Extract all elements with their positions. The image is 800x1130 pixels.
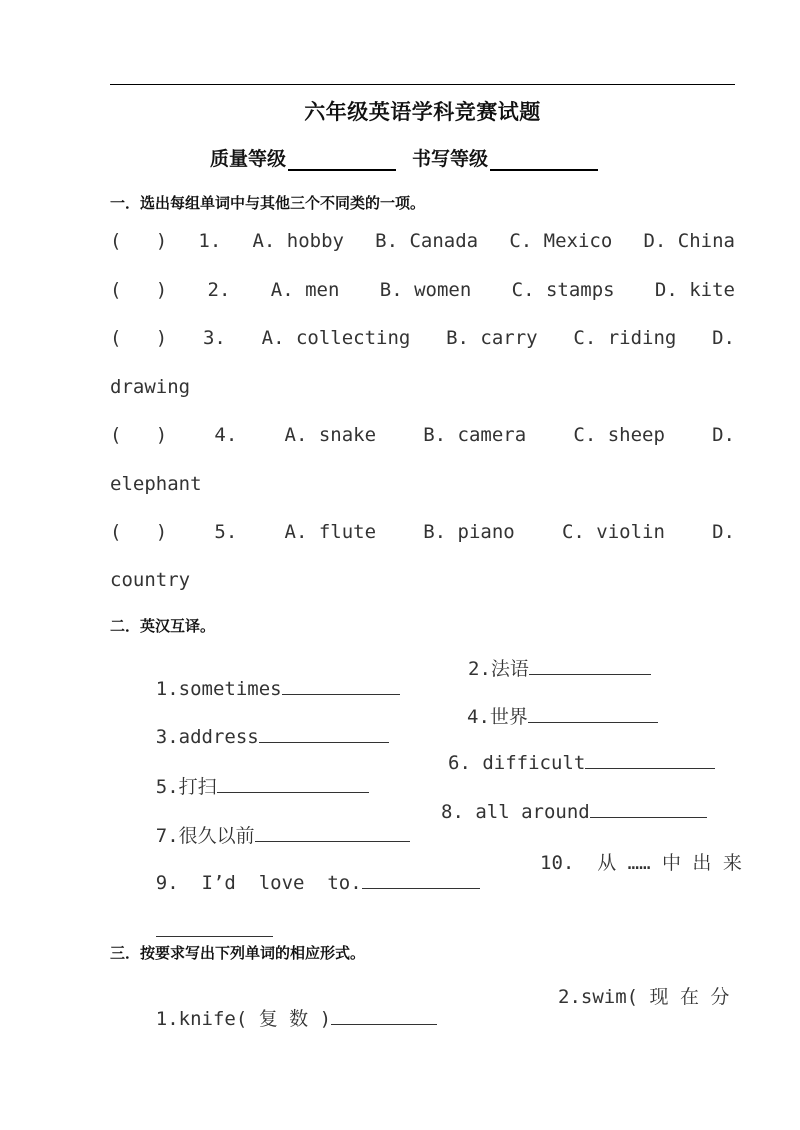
answer-paren[interactable]: ( ) — [110, 424, 168, 446]
answer-blank[interactable] — [590, 799, 707, 818]
option-b: B. Canada — [375, 230, 479, 252]
header-rule — [110, 84, 735, 85]
answer-paren[interactable]: ( ) — [110, 521, 168, 543]
section1-heading: 一．选出每组单词中与其他三个不同类的一项。 — [110, 194, 426, 212]
page-title: 六年级英语学科竞赛试题 — [304, 99, 541, 124]
option-d: D. — [712, 424, 735, 446]
option-d: D. China — [643, 230, 735, 252]
answer-paren[interactable]: ( ) — [110, 230, 168, 252]
quality-grade-label: 质量等级 — [210, 148, 287, 170]
answer-blank[interactable] — [362, 870, 480, 889]
exam-page — [110, 0, 742, 1130]
writing-grade-blank[interactable] — [490, 145, 598, 171]
option-d-wrap: country — [110, 569, 191, 591]
option-d: D. — [712, 521, 735, 543]
translation-right: 8. all around — [441, 801, 590, 823]
answer-blank[interactable] — [585, 750, 715, 769]
translation-right: 6. difficult — [448, 752, 586, 774]
option-c: C. Mexico — [509, 230, 613, 252]
translation-left: 7.很久以前 — [155, 825, 255, 847]
word-form-right: 2.swim( 现 在 分 — [558, 986, 730, 1008]
option-c: C. sheep — [573, 424, 665, 446]
option-c: C. riding — [573, 327, 677, 349]
option-b: B. women — [379, 279, 472, 301]
question-row — [110, 521, 735, 543]
option-d: D. kite — [654, 279, 735, 301]
section2-heading: 二．英汉互译。 — [110, 617, 216, 635]
option-d: D. — [712, 327, 735, 349]
translation-right: 4.世界 — [467, 706, 528, 728]
answer-blank[interactable] — [259, 724, 389, 743]
option-a: A. hobby — [252, 230, 344, 252]
option-b: B. piano — [423, 521, 515, 543]
answer-blank[interactable] — [156, 918, 273, 937]
answer-paren[interactable]: ( ) — [110, 279, 168, 301]
option-a: A. men — [270, 279, 340, 301]
option-a: A. flute — [284, 521, 377, 543]
answer-blank[interactable] — [255, 823, 410, 842]
translation-left: 3.address — [155, 726, 259, 748]
option-a: A. snake — [284, 424, 377, 446]
section3-heading: 三．按要求写出下列单词的相应形式。 — [110, 944, 366, 962]
translation-right: 10. 从 …… 中 出 来 — [540, 852, 742, 874]
answer-blank[interactable] — [331, 1006, 437, 1025]
answer-blank[interactable] — [528, 704, 658, 723]
question-row — [110, 230, 735, 252]
question-row — [110, 327, 735, 349]
question-number: 2. — [207, 279, 231, 301]
option-d-wrap: drawing — [110, 376, 191, 398]
translation-right: 2.法语 — [468, 658, 529, 680]
question-row — [110, 424, 735, 446]
writing-grade-label: 书写等级 — [412, 148, 489, 170]
option-b: B. carry — [446, 327, 538, 349]
option-b: B. camera — [423, 424, 527, 446]
answer-blank[interactable] — [282, 676, 400, 695]
answer-paren[interactable]: ( ) — [110, 327, 168, 349]
question-number: 5. — [214, 521, 238, 543]
answer-blank[interactable] — [217, 774, 369, 793]
translation-left: 9. I’d love to. — [155, 872, 362, 894]
option-c: C. violin — [561, 521, 665, 543]
option-c: C. stamps — [511, 279, 615, 301]
translation-left: 1.sometimes — [155, 678, 282, 700]
option-a: A. collecting — [261, 327, 411, 349]
word-form-left: 1.knife( 复 数 ) — [155, 1008, 332, 1030]
question-number: 4. — [214, 424, 238, 446]
option-d-wrap: elephant — [110, 473, 202, 495]
question-number: 1. — [198, 230, 222, 252]
question-number: 3. — [202, 327, 226, 349]
grade-row — [210, 144, 614, 171]
answer-blank[interactable] — [529, 656, 651, 675]
translation-left: 5.打扫 — [155, 776, 217, 798]
word-form-row — [110, 982, 735, 1075]
question-row — [110, 279, 735, 301]
quality-grade-blank[interactable] — [288, 145, 396, 171]
